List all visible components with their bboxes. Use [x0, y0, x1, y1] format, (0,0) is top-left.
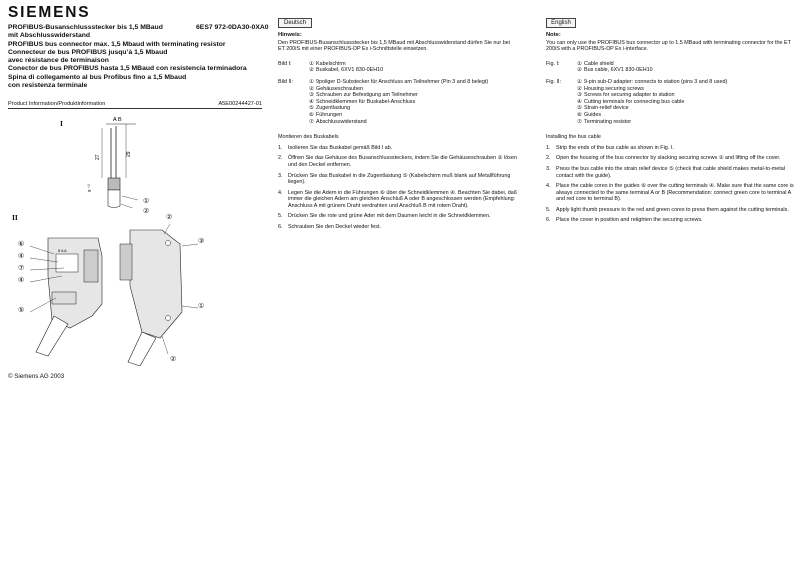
fig2-callout-bottom: ② — [170, 356, 177, 363]
german-bild1-text-2: Buskabel, 6XV1 830-0EH10 — [316, 67, 384, 74]
german-bild1 — [278, 61, 518, 74]
title-line-de-2: mit Abschlusswiderstand — [8, 32, 91, 40]
german-mount-heading: Montieren des Buskabels — [278, 134, 339, 141]
german-step-2: Öffnen Sie das Gehäuse des Busanschlusssteckers, indem Sie die Gehäuseschrauben ② lösen und den Deckel entfernen. — [288, 155, 517, 168]
german-note-heading: Hinweis: — [278, 32, 302, 38]
english-fig2-text-1: 9-pin sub-D adapter: connects to station (pins 3 and 8 used) — [584, 78, 728, 85]
open-connector-cable — [36, 316, 68, 356]
title-line-fr-2: avec résistance de terminaison — [8, 57, 109, 65]
fig1-dim-29: 29 — [126, 151, 132, 157]
title-line-it-2: con resistenza terminale — [8, 82, 88, 90]
english-fig2-text-5: Strain-relief device — [584, 105, 629, 112]
english-fig2-key: Fig. II: — [546, 78, 561, 85]
fig2-callout-mount-screws: ③ — [198, 238, 205, 245]
english-column — [546, 32, 796, 224]
sub-d-adapter — [84, 250, 98, 282]
english-fig2-text-3: Screws for securing adapter to station — [584, 92, 675, 99]
german-bild2-text-5: Zugentlastung — [316, 105, 351, 112]
leader-adapter — [182, 306, 198, 308]
fig2-callout-strain-relief: ⑤ — [18, 307, 25, 314]
english-step: 1. Strip the ends of the bus cable as shown in Fig. I. — [546, 145, 796, 152]
german-step-1: Isolieren Sie das Buskabel gemäß Bild I ab. — [288, 144, 393, 151]
english-step-1: Strip the ends of the bus cable as shown in Fig. I. — [556, 144, 674, 151]
copyright: © Siemens AG 2003 — [8, 373, 65, 380]
english-note-text: You can only use the PROFIBUS bus connector up to 1.5 MBaud with terminating connector for the ET 200iS with a PROFIBUS-DP Ex i-interface. — [546, 39, 791, 53]
figure-2-connector-drawing — [12, 216, 212, 366]
product-titles — [8, 24, 273, 90]
fig1-ab-label: A B — [113, 117, 122, 123]
leader-screw-bottom — [162, 336, 168, 354]
german-bild2-num-6: ⑥ — [309, 111, 314, 118]
english-fig2-num-3: ③ — [577, 92, 582, 99]
german-bild2-key: Bild II: — [278, 78, 293, 85]
german-step: 2. Öffnen Sie das Gehäuse des Busanschlusssteckers, indem Sie die Gehäuseschrauben ② lösen und den Deckel entfernen. — [278, 155, 517, 168]
fig2-callout-terminals-2: ④ — [18, 277, 25, 284]
german-bild2-num-1: ① — [309, 78, 314, 85]
english-fig1-key: Fig. I: — [546, 60, 560, 67]
title-line-en: PROFIBUS bus connector max. 1,5 Mbaud with terminating resistor — [8, 40, 226, 48]
fig1-dim-27: 27 — [95, 154, 101, 160]
english-fig1-text-1: Cable shield — [584, 60, 614, 67]
title-line-it-1: Spina di collegamento al bus Profibus fino a 1,5 Mbaud — [8, 73, 187, 81]
title-line-de-1: PROFIBUS-Busanschlussstecker bis 1,5 MBaud — [8, 24, 163, 31]
fig2-callout-terminals-1: ④ — [18, 253, 25, 260]
english-fig1-num-2: ② — [577, 67, 582, 74]
german-step-5: Drücken Sie die rote und grüne Ader mit dem Daumen leicht in die Schneidklemmen. — [288, 213, 491, 220]
english-note-heading: Note: — [546, 32, 561, 38]
english-step: 6. Place the cover in position and retighten the securing screws. — [546, 217, 796, 224]
english-fig2-text-4: Cutting terminals for connecting bus cable — [584, 98, 685, 105]
figure-1-cable-drawing — [80, 112, 160, 208]
tab-deutsch[interactable]: Deutsch — [278, 18, 312, 28]
german-step-3: Drücken Sie das Buskabel in die Zugentlastung ⑤ (Kabelschirm muß blank auf Metallführung liegen). — [288, 172, 511, 186]
housing-screw-top — [166, 241, 171, 246]
leader-housing-screws — [164, 224, 170, 234]
fig1-dim-9: 9 ⁺² — [87, 184, 92, 192]
fig2-callout-housing-screws: ② — [166, 214, 173, 221]
document-number: A5E00244427-01 — [218, 101, 262, 107]
german-bild1-num-2: ② — [309, 67, 314, 74]
german-step: 5. Drücken Sie die rote und grüne Ader mit dem Daumen leicht in die Schneidklemmen. — [278, 213, 518, 220]
closed-sub-d — [120, 244, 132, 280]
german-bild2-num-2: ② — [309, 85, 314, 92]
german-step-4: Legen Sie die Adern in die Führungen ⑥ über die Schneidklemmen ④. Beachten Sie dabei, daß immer die gleichen Adern am gleichen Anschluß A oder B angeschlossen werden (Empfehlung: Anschluss A mit grünem Draht verdrahten und Anschluß B mit rotem Draht). — [288, 189, 518, 209]
english-steps — [546, 145, 796, 224]
german-step: 3. Drücken Sie das Buskabel in die Zugentlastung ⑤ (Kabelschirm muß blank auf Metallführung liegen). — [278, 173, 518, 186]
german-bild2-text-2: Gehäuseschrauben — [316, 85, 364, 92]
siemens-logo: SIEMENS — [8, 4, 91, 21]
english-fig1-num-1: ① — [577, 60, 582, 67]
english-fig2-num-7: ⑦ — [577, 118, 582, 125]
figure-1-label: I — [60, 119, 63, 128]
english-step-6: Place the cover in position and retighten the securing screws. — [556, 217, 703, 224]
english-fig1 — [546, 61, 796, 74]
fig1-callout-1: ① — [143, 198, 150, 205]
product-info-row — [8, 101, 262, 109]
german-steps — [278, 145, 518, 231]
english-fig2-num-5: ⑤ — [577, 105, 582, 112]
fig2-callout-guides: ⑥ — [18, 241, 25, 248]
english-fig1-text-2: Bus cable, 6XV1 830-0EH10 — [584, 67, 653, 74]
fig1-shield-section — [108, 178, 120, 190]
english-step: 2. Open the housing of the bus connector by slacking securing screws ② and lifting off the cover. — [546, 155, 796, 162]
german-bild2-text-1: 9poliger D-Substecker für Anschluss am Teilnehmer (Pin 3 and 8 belegt) — [316, 78, 489, 85]
housing-screw-bottom — [166, 316, 171, 321]
fig1-leader-2 — [121, 204, 138, 208]
german-bild2-text-3: Schrauben zur Befestigung am Teilnehmer — [316, 92, 418, 99]
english-install-heading: Installing the bus cable — [546, 134, 601, 141]
german-bild2-num-3: ③ — [309, 92, 314, 99]
german-bild2-num-5: ⑤ — [309, 105, 314, 112]
english-fig2-text-7: Terminating resistor — [584, 118, 632, 125]
english-fig2 — [546, 79, 796, 125]
german-bild2-num-4: ④ — [309, 98, 314, 105]
tab-english[interactable]: English — [546, 18, 576, 28]
fig1-leader-1 — [122, 196, 138, 200]
german-bild2 — [278, 79, 518, 125]
english-fig2-num-2: ② — [577, 85, 582, 92]
fig2-callout-resistor: ⑦ — [18, 265, 25, 272]
order-number: 6ES7 972-0DA30-0XA0 — [196, 24, 269, 31]
closed-connector-cable — [128, 332, 156, 366]
german-note-text: Den PROFIBUS-Busanschlussstecker bis 1,5 MBaud mit Abschlusswiderstand dürfen Sie nur bei ET 200iS mit einer PROFIBUS-DP Ex i-Schnittstelle einsetzen. — [278, 39, 510, 53]
fig2-callout-adapter: ① — [198, 303, 205, 310]
english-step: 5. Apply light thumb pressure to the red and green cores to press them against the cutting terminals. — [546, 207, 796, 214]
leader-mount-screws — [182, 244, 198, 246]
german-bild2-text-6: Führungen — [316, 111, 343, 118]
english-step: 4. Place the cable cores in the guides ⑥ over the cutting terminals ④. Make sure that the same core is always connected to the same terminal A or B (Recommendation: connect green core to terminal A and red core to terminal B). — [546, 183, 796, 203]
german-bild1-text-1: Kabelschirm — [316, 60, 346, 67]
english-fig2-num-1: ① — [577, 78, 582, 85]
english-step: 3. Press the bus cable into the strain relief device ⑤ (check that cable shield makes metal-to-metal contact with the guide). — [546, 166, 796, 179]
german-step: 1. Isolieren Sie das Buskabel gemäß Bild I ab. — [278, 145, 518, 152]
product-info-label: Product Information/Produktinformation — [8, 101, 106, 107]
german-bild2-text-7: Abschlusswiderstand — [316, 118, 367, 125]
title-line-fr-1: Connecteur de bus PROFIBUS jusqu’à 1,5 Mbaud — [8, 48, 168, 56]
figure-2-label: II — [12, 213, 18, 222]
english-step-3: Press the bus cable into the strain relief device ⑤ (check that cable shield makes metal-to-metal contact with the guide). — [556, 165, 785, 179]
german-bild2-num-7: ⑦ — [309, 118, 314, 125]
german-step-6: Schrauben Sie den Deckel wieder fest. — [288, 224, 381, 231]
title-line-es: Conector de bus PROFIBUS hasta 1,5 MBaud con resistencia terminadora — [8, 65, 247, 73]
german-step: 4. Legen Sie die Adern in die Führungen ⑥ über die Schneidklemmen ④. Beachten Sie dabei, daß immer die gleichen Adern am gleichen Anschluß A oder B angeschlossen werden (Empfehlung: Anschluss A mit grünem Draht verdrahten und Anschluß B mit rotem Draht). — [278, 189, 518, 209]
english-step-4: Place the cable cores in the guides ⑥ over the cutting terminals ④. Make sure that the same core is always connected to the same terminal A or B (Recommendation: connect green core to terminal A and red core to terminal B). — [556, 183, 794, 203]
german-bild1-key: Bild I: — [278, 60, 292, 67]
german-step: 6. Schrauben Sie den Deckel wieder fest. — [278, 224, 518, 231]
german-bild1-num-1: ① — [309, 60, 314, 67]
german-column — [278, 32, 518, 231]
english-fig2-text-6: Guides — [584, 111, 602, 118]
cutting-terminal-block — [56, 254, 78, 272]
fig1-callout-2: ② — [143, 208, 150, 215]
english-fig2-text-2: Housing securing screws — [584, 85, 644, 92]
pin-labels: 8 A A — [58, 249, 67, 253]
english-fig2-num-6: ⑥ — [577, 111, 582, 118]
fig1-cable-jacket — [108, 190, 120, 208]
closed-connector-housing — [130, 230, 182, 338]
english-fig2-num-4: ④ — [577, 98, 582, 105]
english-step-2: Open the housing of the bus connector by slacking securing screws ② and lifting off the cover. — [556, 155, 781, 162]
german-bild2-text-4: Schneidklemmen für Buskabel-Anschluss — [316, 98, 416, 105]
english-step-5: Apply light thumb pressure to the red and green cores to press them against the cutting terminals. — [556, 206, 789, 213]
